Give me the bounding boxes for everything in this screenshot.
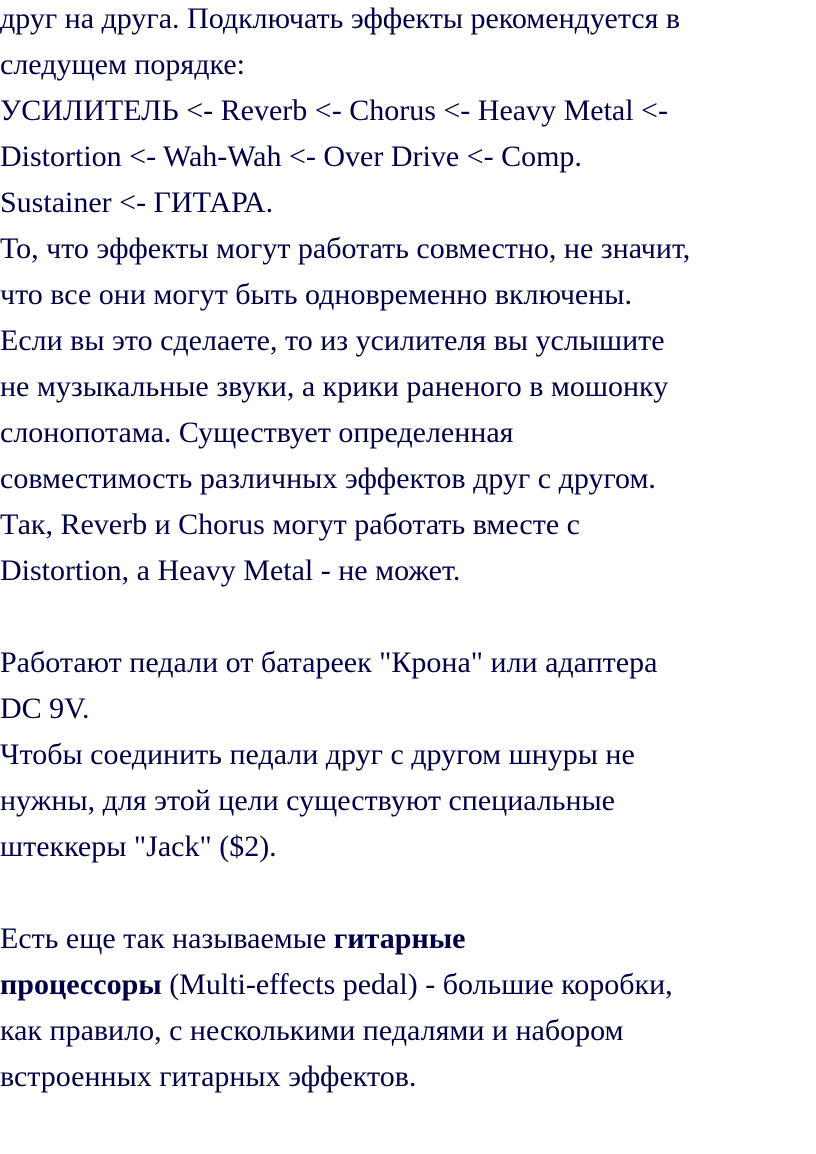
- text-line: следущем порядке:: [0, 48, 245, 81]
- text-line: Чтобы соединить педали друг с другом шнуры не: [0, 738, 635, 771]
- text-line: штеккеры "Jack" ($2).: [0, 830, 277, 863]
- text-line: DC 9V.: [0, 692, 90, 725]
- text-line: Если вы это сделаете, то из усилителя вы услышите: [0, 324, 665, 357]
- paragraph-gap: [0, 594, 816, 640]
- bold-term: процессоры: [0, 968, 162, 1001]
- text-line: нужны, для этой цели существуют специальные: [0, 784, 615, 817]
- text-line: друг на друга. Подключать эффекты рекомендуется в: [0, 2, 681, 35]
- text-line: Distortion, а Heavy Metal - не может.: [0, 554, 461, 587]
- bold-term: гитарные: [333, 922, 466, 955]
- paragraph-power-and-cables: [0, 640, 816, 870]
- text-line: [0, 962, 816, 1008]
- text-line: как правило, с несколькими педалями и набором: [0, 1014, 624, 1047]
- text-line: слонопотама. Существует определенная: [0, 416, 514, 449]
- text-line: совместимость различных эффектов друг с другом.: [0, 462, 656, 495]
- text-line: не музыкальные звуки, а крики раненого в мошонку: [0, 370, 669, 403]
- text-line: То, что эффекты могут работать совместно, не значит,: [0, 232, 691, 265]
- text-line: Работают педали от батареек "Крона" или адаптера: [0, 646, 658, 679]
- text-run: (Multi-effects pedal) - большие коробки,: [161, 968, 673, 1001]
- text-line: что все они могут быть одновременно включены.: [0, 278, 632, 311]
- text-run: Есть еще так называемые: [0, 922, 334, 955]
- paragraph-guitar-processors: [0, 916, 816, 1100]
- text-line: [0, 916, 816, 962]
- text-line: встроенных гитарных эффектов.: [0, 1060, 417, 1093]
- text-line: Так, Reverb и Chorus могут работать вместе с: [0, 508, 580, 541]
- text-line: УСИЛИТЕЛЬ <- Reverb <- Chorus <- Heavy Metal <-: [0, 94, 668, 127]
- paragraph-gap: [0, 870, 816, 916]
- text-line: Sustainer <- ГИТАРА.: [0, 186, 274, 219]
- text-line: Distortion <- Wah-Wah <- Over Drive <- Comp.: [0, 140, 582, 173]
